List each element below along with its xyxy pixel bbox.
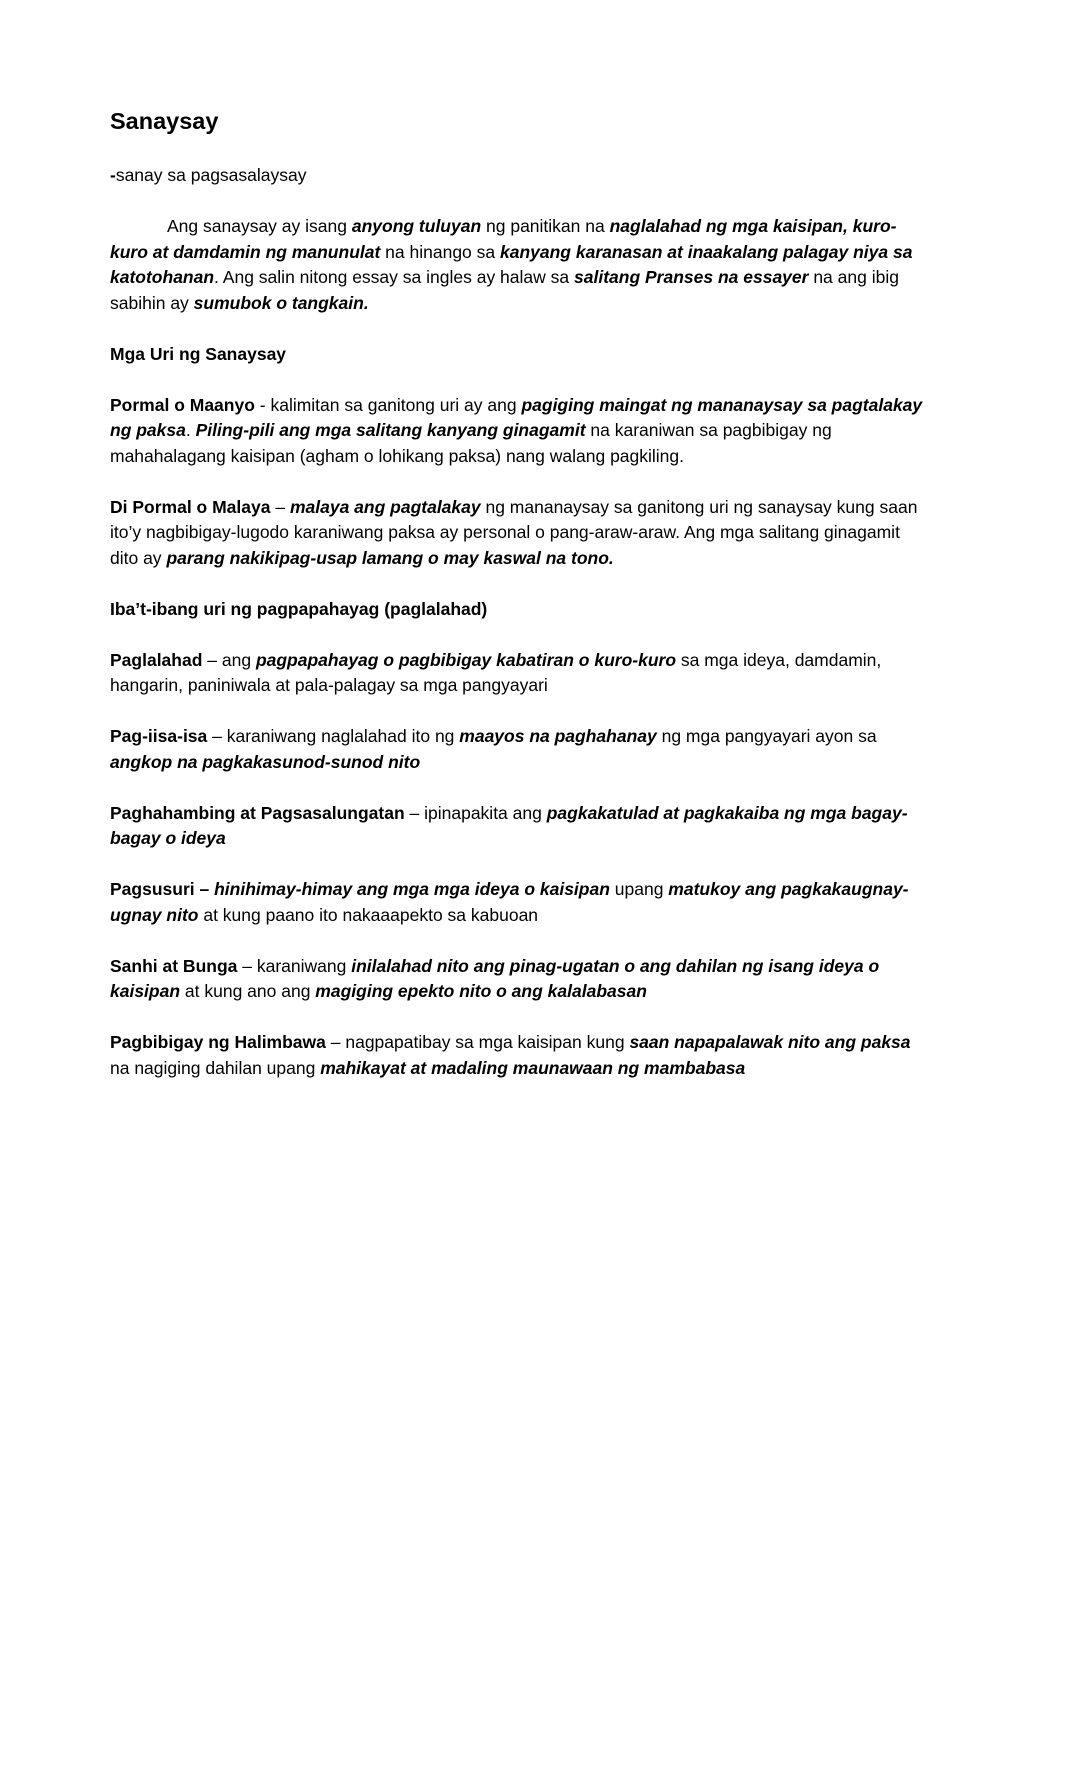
text-run: – karaniwang naglalahad ito ng [207,726,460,746]
text-run: – [194,879,215,899]
paragraph-pagsusuri [110,877,932,928]
text-run: Pormal o Maanyo [110,394,255,415]
text-run: Iba’t-ibang uri ng pagpapahayag (paglalahad) [110,598,488,619]
text-run: ng panitikan na [481,216,610,236]
subtitle-line [110,163,932,189]
text-run: naglalahad ng mga kaisipan, kuro-kuro at damdamin ng manunulat [110,216,897,262]
text-run: pagiging maingat ng mananaysay sa pagtalakay ng paksa [110,394,923,440]
text-run: ng mananaysay sa ganitong uri ng sanaysay kung saan ito’y nagbibigay-lugodo karaniwang paksa ay personal o pang-araw-araw. Ang mga salitang ginagamit dito ay [110,496,918,568]
text-run: – karaniwang [237,955,352,976]
text-run: magiging epekto nito o ang kalalabasan [315,981,647,1001]
text-run: Di Pormal o Malaya [110,496,271,517]
text-run: Pagbibigay ng Halimbawa [110,1032,326,1052]
text-run: at kung paano ito nakaaapekto sa kabuoan [198,904,539,925]
text-run: - [110,165,116,185]
text-run: malaya ang pagtalakay [289,496,481,517]
text-run: mahikayat at madaling maunawaan ng mambabasa [320,1057,746,1078]
text-run: Piling-pili ang mga salitang kanyang ginagamit [195,420,586,440]
text-run: na karaniwan sa pagbibigay ng mahahalagang kaisipan (agham o lohikang paksa) nang walang pagkiling. [110,420,832,466]
paragraph-sanhi-at-bunga [110,954,932,1005]
text-run: pagpapahayag o pagbibigay kabatiran o kuro-kuro [255,649,677,670]
text-run: Sanaysay [110,108,219,134]
intro-paragraph [110,214,932,316]
text-run: ng mga pangyayari ayon sa [656,726,877,746]
text-run: inilalahad nito ang pinag-ugatan o ang dahilan ng isang ideya o kaisipan [110,955,880,1001]
document-body [110,106,932,1081]
text-run: sanay sa pagsasalaysay [115,165,307,185]
section-heading-uri [110,342,932,368]
text-run: pagkakatulad at pagkakaiba ng mga bagay-bagay o ideya [110,802,908,848]
text-run: sa mga ideya, damdamin, hangarin, paniniwala at pala-palagay sa mga pangyayari [110,649,882,695]
text-run: . Ang salin nitong essay sa ingles ay halaw sa [214,267,574,287]
text-run: Sanhi at Bunga [110,955,238,976]
document-page [110,106,932,1107]
text-run: kanyang karanasan at inaakalang palagay niya sa katotohanan [110,241,913,287]
text-run: angkop na pagkakasunod-sunod nito [110,751,421,772]
paragraph-pagbibigay-halimbawa [110,1030,932,1081]
text-run: maayos na paghahanay [459,726,657,746]
paragraph-paglalahad [110,648,932,699]
document-title [110,106,932,137]
text-run: parang nakikipag-usap lamang o may kaswal na tono. [166,547,614,568]
text-run: . [185,420,196,440]
text-run: hinihimay-himay ang mga mga ideya o kaisipan [214,879,610,899]
section-heading-pagpapahayag [110,597,932,623]
text-run: saan napapalawak nito ang paksa [629,1032,911,1052]
paragraph-pormal [110,393,932,470]
text-run: na ang ibig sabihin ay [110,267,899,313]
text-run: Pagsusuri [110,879,195,899]
text-run: na hinango sa [380,241,500,262]
paragraph-paghahambing [110,801,932,852]
text-run: matukoy ang pagkakaugnay-ugnay nito [110,879,909,925]
text-run: anyong tuluyan [351,216,482,236]
text-run: sumubok o tangkain. [193,292,369,313]
text-run: Paglalahad [110,649,203,670]
text-run: Mga Uri ng Sanaysay [110,343,287,364]
text-run: - kalimitan sa ganitong uri ay ang [254,394,522,415]
text-run: Paghahambing at Pagsasalungatan [110,802,405,823]
text-run: – ipinapakita ang [404,802,547,823]
text-run: – [270,496,290,517]
text-run: at kung ano ang [180,981,316,1001]
text-run: Pag-iisa-isa [110,726,208,746]
text-run: upang [609,879,669,899]
paragraph-pag-iisa-isa [110,724,932,775]
text-run: Ang sanaysay ay isang [167,216,352,236]
text-run: na nagiging dahilan upang [110,1057,321,1078]
text-run: – ang [202,649,256,670]
paragraph-di-pormal [110,495,932,572]
text-run: – nagpapatibay sa mga kaisipan kung [325,1032,630,1052]
text-run: salitang Pranses na essayer [574,267,809,287]
